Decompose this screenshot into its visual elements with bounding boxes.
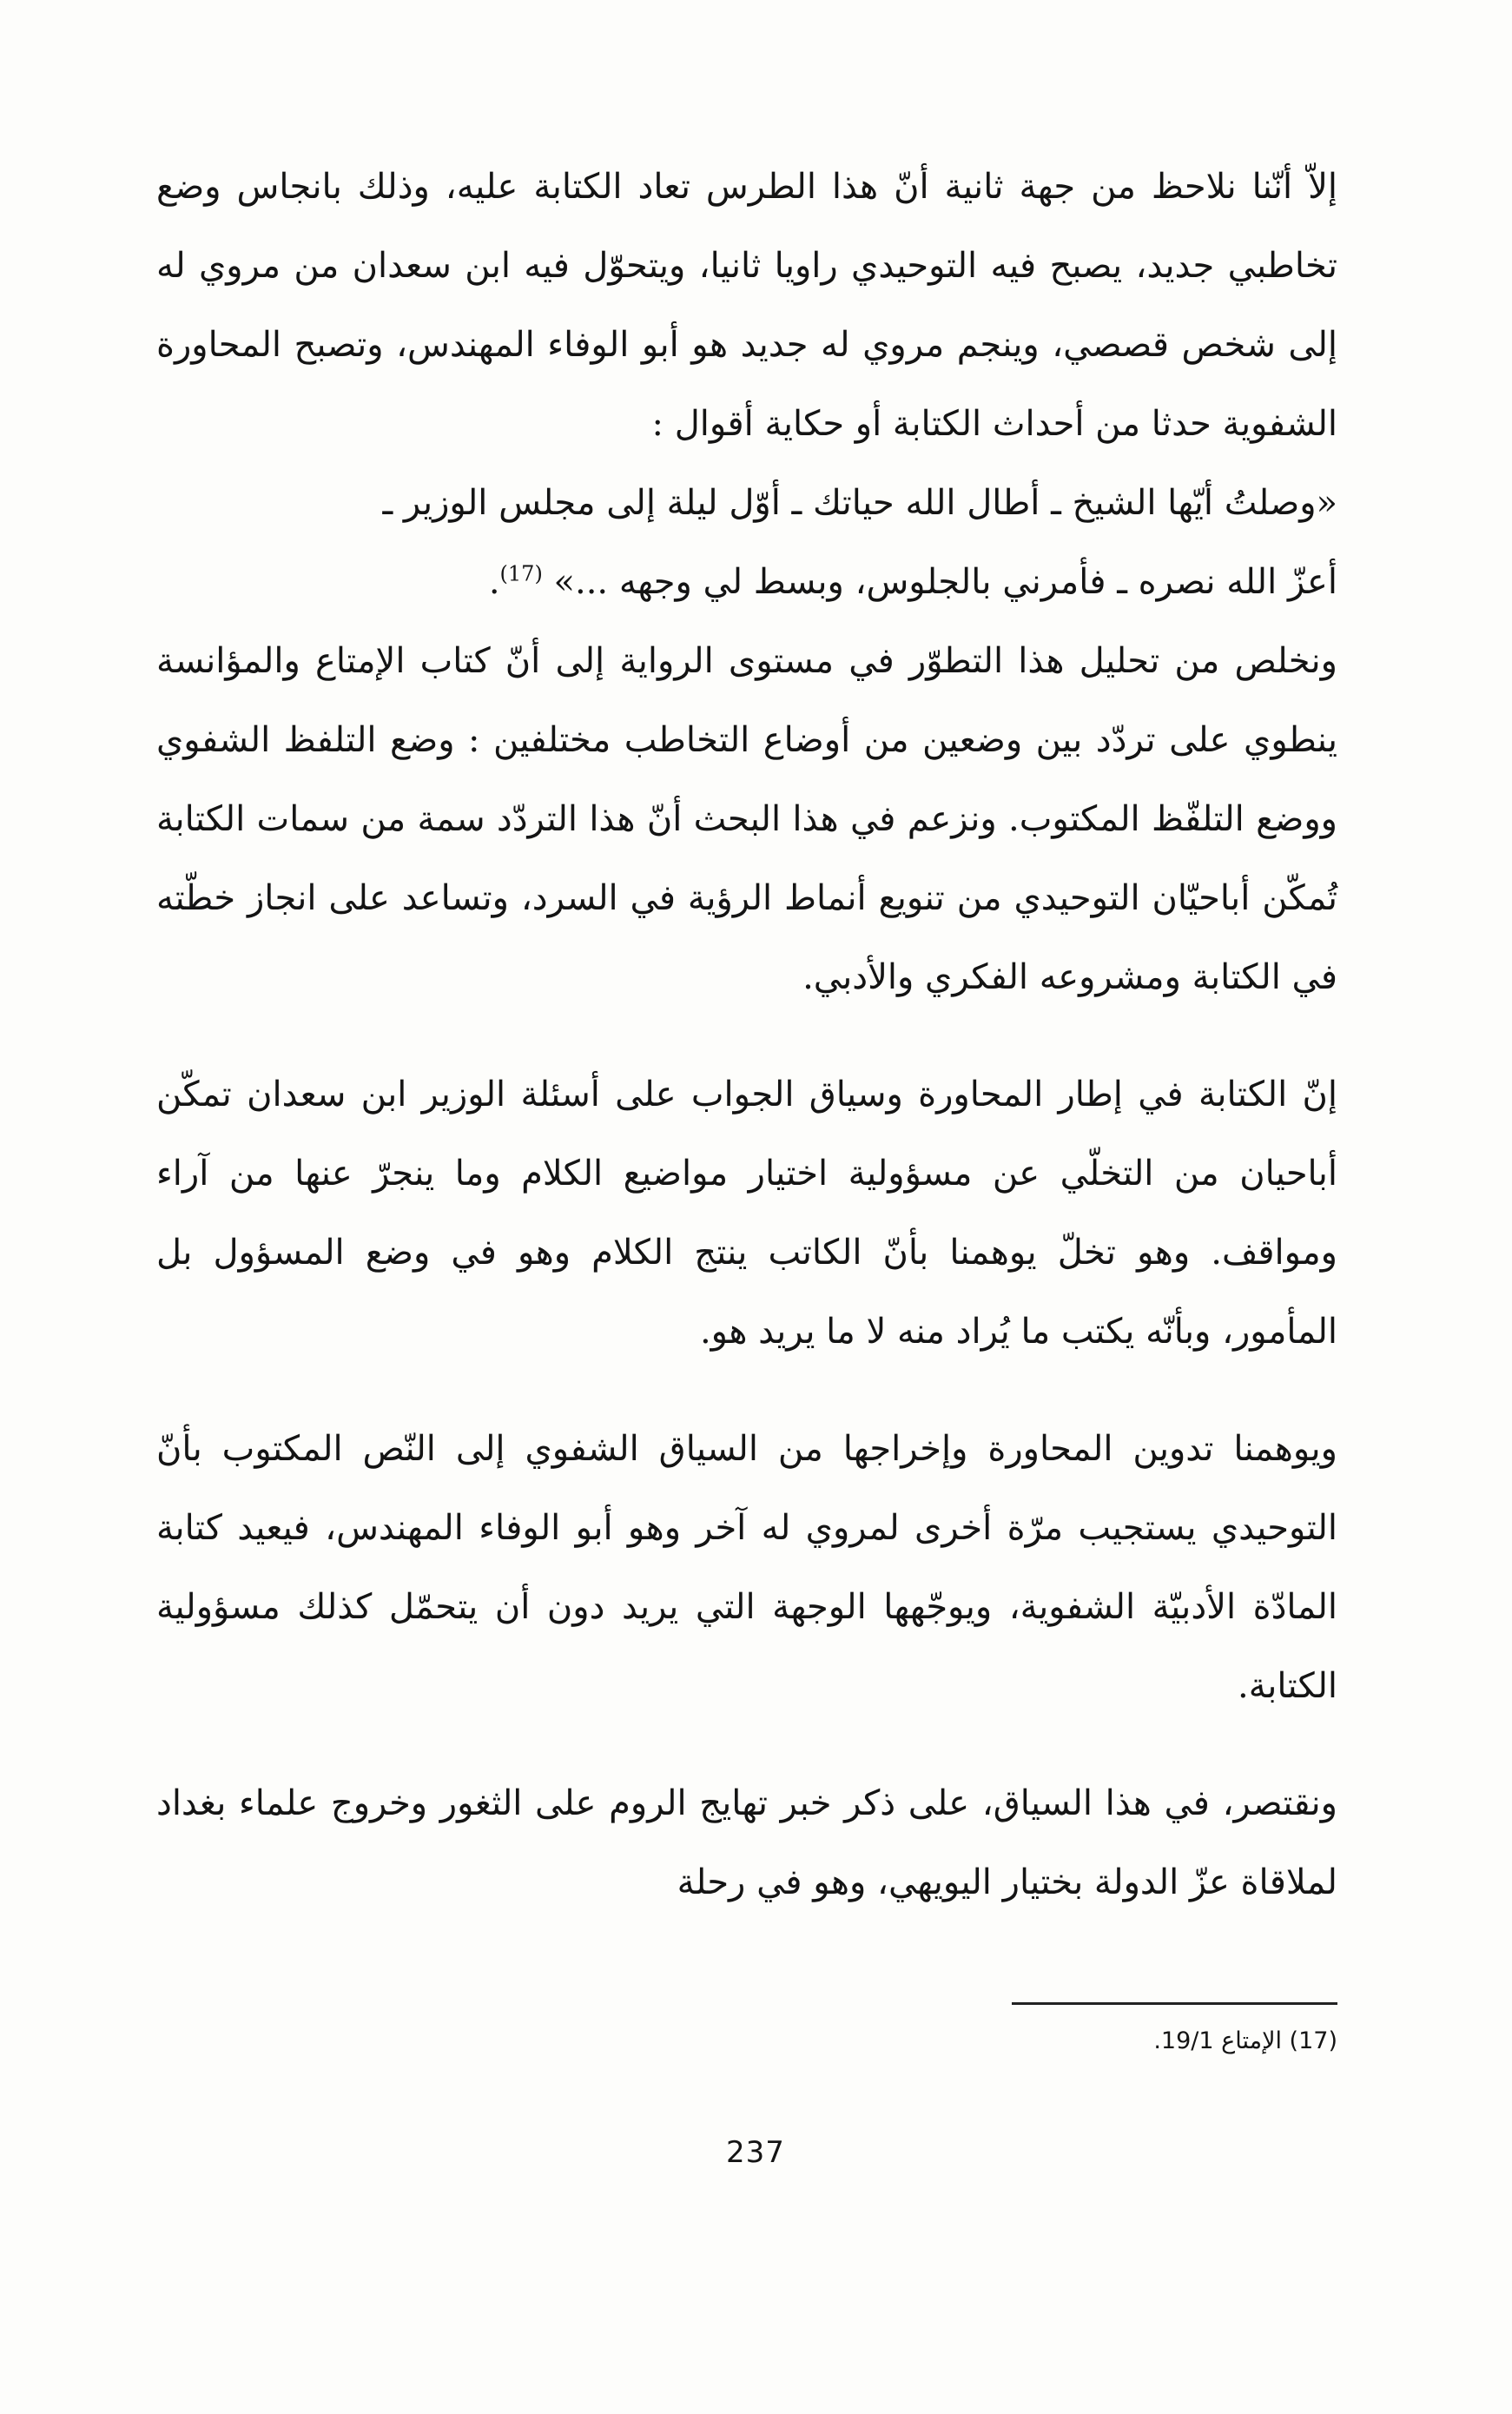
quote-line-2-text: أعزّ الله نصره ـ فأمرني بالجلوس، وبسط لي وجهه ...»: [553, 562, 1337, 602]
quote-line-1: «وصلتُ أيّها الشيخ ـ أطال الله حياتك ـ أوّل ليلة إلى مجلس الوزير ـ: [382, 483, 1337, 523]
footnote: (17) الإمتاع 19/1.: [1153, 2027, 1337, 2054]
quote-end-mark: .: [488, 562, 500, 602]
quotation: [156, 464, 1337, 622]
paragraph-2: ونخلص من تحليل هذا التطوّر في مستوى الرواية إلى أنّ كتاب الإمتاع والمؤانسة ينطوي على تردّد بين وضعين من أوضاع التخاطب مختلفين : وضع التلفظ الشفوي ووضع التلفّظ المكتوب. ونزعم في هذا البحث أنّ هذا التردّد سمة من سمات الكتابة تُمكّن أباحيّان التوحيدي من تنويع أنماط الرؤية في السرد، وتساعد على انجاز خطّته في الكتابة ومشروعه الفكري والأدبي.: [156, 641, 1337, 997]
page-number: 237: [726, 2135, 785, 2170]
paragraph-1: إلاّ أنّنا نلاحظ من جهة ثانية أنّ هذا الطرس تعاد الكتابة عليه، وذلك بانجاس وضع تخاطبي جديد، يصبح فيه التوحيدي راويا ثانيا، ويتحوّل فيه ابن سعدان من مروي له إلى شخص قصصي، وينجم مروي له جديد هو أبو الوفاء المهندس، وتصبح المحاورة الشفوية حدثا من أحداث الكتابة أو حكاية أقوال :: [156, 167, 1337, 444]
main-text: [156, 148, 1337, 1922]
paragraph-4: ويوهمنا تدوين المحاورة وإخراجها من السياق الشفوي إلى النّص المكتوب بأنّ التوحيدي يستجيب مرّة أخرى لمروي له آخر وهو أبو الوفاء المهندس، فيعيد كتابة المادّة الأدبيّة الشفوية، ويوجّهها الوجهة التي يريد دون أن يتحمّل كذلك مسؤولية الكتابة.: [156, 1429, 1337, 1706]
footnote-divider: [1012, 2002, 1337, 2005]
paragraph-5: ونقتصر، في هذا السياق، على ذكر خبر تهايج الروم على الثغور وخروج علماء بغداد لملاقاة عزّ الدولة بختيار اليويهي، وهو في رحلة: [156, 1783, 1337, 1902]
paragraph-3: إنّ الكتابة في إطار المحاورة وسياق الجواب على أسئلة الوزير ابن سعدان تمكّن أباحيان من التخلّي عن مسؤولية اختيار مواضيع الكلام وما ينجرّ عنها من آراء ومواقف. وهو تخلّ يوهمنا بأنّ الكاتب ينتج الكلام وهو في وضع المسؤول بل المأمور، وبأنّه يكتب ما يُراد منه لا ما يريد هو.: [156, 1075, 1337, 1352]
footnote-reference: (17): [499, 561, 543, 586]
quote-line-2: [156, 543, 1337, 622]
